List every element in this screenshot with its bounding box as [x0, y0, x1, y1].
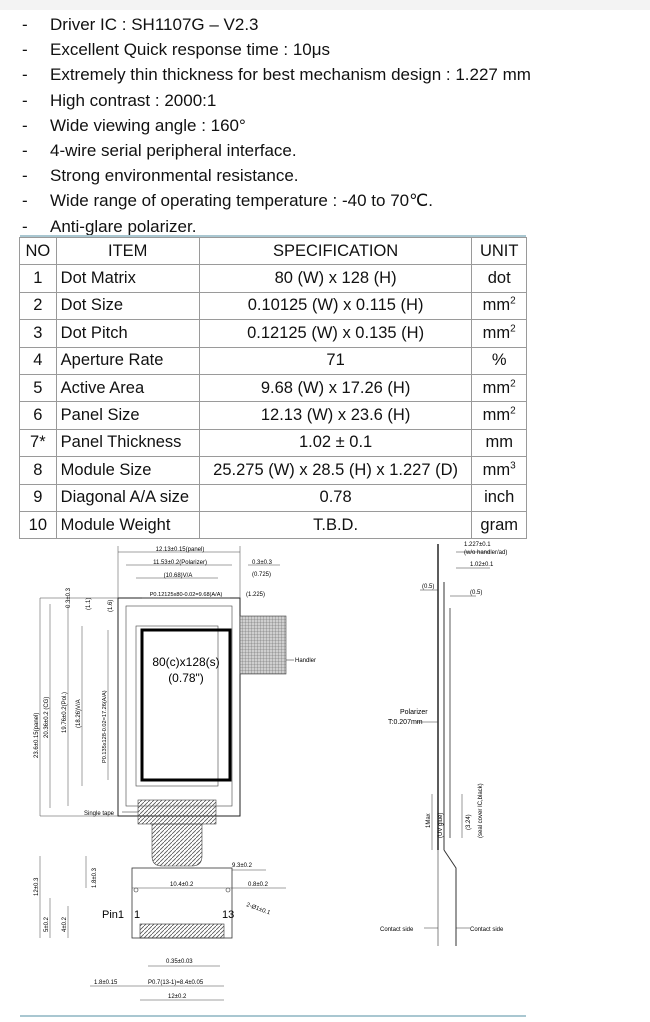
- feature-item: - Wide viewing angle : 160°: [22, 115, 246, 135]
- dim-va-height: (18.26)V/A: [76, 699, 82, 728]
- handler-pad: [240, 616, 286, 674]
- dim-panel-width: 12.13±0.15(panel): [155, 547, 205, 553]
- feature-item: - Anti-glare polarizer.: [22, 216, 197, 236]
- row-no: 3: [20, 320, 57, 347]
- aa-resolution-label: 80(c)x128(s): [152, 655, 220, 669]
- row-item: Diagonal A/A size: [56, 484, 199, 511]
- bottom-rule: [20, 1015, 526, 1017]
- dim-cg-height: 20.36±0.2 (CG): [44, 696, 50, 738]
- row-item: Dot Size: [56, 292, 199, 319]
- table-row: [20, 320, 527, 347]
- dim-aa-width: P0.12125x80-0.02=9.68(A/A): [149, 592, 223, 598]
- row-unit: $mm^2$: [472, 320, 527, 347]
- pin13-number: 13: [222, 909, 235, 921]
- dim-polarizer-width: 11.53±0.2(Polarizer): [153, 560, 207, 566]
- row-no: 10: [20, 511, 57, 538]
- contact-side-right: Contact side: [470, 927, 504, 933]
- row-spec: 0.12125 (W) x 0.135 (H): [199, 320, 472, 347]
- row-item: Panel Size: [56, 402, 199, 429]
- fpc-bend: [152, 824, 202, 866]
- top-strip: [0, 0, 650, 10]
- table-row: [20, 292, 527, 319]
- table-row: [20, 374, 527, 401]
- dim-08: 0.8±0.2: [248, 882, 268, 888]
- dim-va-width: (10.68)V/A: [163, 573, 193, 579]
- feature-text: Wide viewing angle : 160°: [50, 115, 246, 135]
- row-no: 8: [20, 457, 57, 484]
- row-no: 2: [20, 292, 57, 319]
- row-item: Panel Thickness: [56, 429, 199, 456]
- table-row: [20, 484, 527, 511]
- dim-18: 1.8±0.3: [92, 868, 98, 888]
- row-no: 1: [20, 265, 57, 292]
- dim-035: 0.35±0.03: [166, 959, 193, 965]
- single-tape-label: Single tape: [84, 811, 115, 817]
- dim-11: (1.1): [86, 597, 92, 610]
- row-spec: 25.275 (W) x 28.5 (H) x 1.227 (D): [199, 457, 472, 484]
- feature-item: - Wide range of operating temperature : -40 to 70℃.: [22, 191, 433, 211]
- dim-324: (3.24): [466, 814, 472, 830]
- feature-text: Wide range of operating temperature : -40 to 70℃.: [50, 191, 433, 211]
- table-row: [20, 402, 527, 429]
- seal-cover-note: (seal cover IC,black): [478, 783, 484, 838]
- polarizer-thickness: T:0.207mm: [388, 719, 423, 726]
- row-unit: mm: [472, 429, 527, 456]
- row-spec: 0.10125 (W) x 0.115 (H): [199, 292, 472, 319]
- header-no: NO: [20, 238, 57, 265]
- table-row: [20, 429, 527, 456]
- spec-table: [19, 237, 527, 539]
- row-spec: 9.68 (W) x 17.26 (H): [199, 374, 472, 401]
- feature-item: - Strong environmental resistance.: [22, 166, 299, 186]
- dim-pitch: P0.7(13-1)=8.4±0.05: [148, 980, 204, 986]
- feature-item: - Extremely thin thickness for best mechanism design : 1.227 mm: [22, 65, 531, 85]
- dim-185: 1.8±0.15: [94, 980, 118, 986]
- table-row: [20, 265, 527, 292]
- row-item: Dot Matrix: [56, 265, 199, 292]
- row-unit: %: [472, 347, 527, 374]
- dim-93: 9.3±0.2: [232, 863, 252, 869]
- table-row: [20, 511, 527, 538]
- active-area: [142, 630, 230, 780]
- feature-text: Extremely thin thickness for best mechanism design : 1.227 mm: [50, 65, 531, 85]
- single-tape: [138, 800, 216, 824]
- dim-pol-height: 19.76±0.2(Pol.): [62, 692, 68, 733]
- row-unit: $mm^2$: [472, 292, 527, 319]
- row-item: Module Weight: [56, 511, 199, 538]
- row-spec: 12.13 (W) x 23.6 (H): [199, 402, 472, 429]
- dim-1225: (1.225): [246, 592, 266, 598]
- row-no: 5: [20, 374, 57, 401]
- row-unit: $mm^3$: [472, 457, 527, 484]
- row-spec: 0.78: [199, 484, 472, 511]
- dim-4: 4±0.2: [62, 917, 68, 932]
- side-thickness: 1.227±0.1: [464, 542, 491, 548]
- row-item: Dot Pitch: [56, 320, 199, 347]
- row-item: Aperture Rate: [56, 347, 199, 374]
- row-unit: inch: [472, 484, 527, 511]
- aa-diagonal-label: (0.78"): [168, 671, 204, 685]
- feature-item: - 4-wire serial peripheral interface.: [22, 140, 297, 160]
- side-05-right: (0.5): [470, 590, 483, 596]
- dim-aa-height: P0.135x128-0.02=17.26(A/A): [102, 690, 108, 763]
- feature-text: Excellent Quick response time : 10μs: [50, 40, 331, 60]
- uv-max: 1Max: [426, 813, 432, 828]
- feature-item: - High contrast : 2000:1: [22, 90, 217, 110]
- row-unit: gram: [472, 511, 527, 538]
- row-no: 7*: [20, 429, 57, 456]
- handler-label: Handler: [295, 658, 317, 664]
- fpc-contacts: [140, 924, 224, 938]
- row-unit: dot: [472, 265, 527, 292]
- feature-text: 4-wire serial peripheral interface.: [50, 140, 297, 160]
- row-spec: 80 (W) x 128 (H): [199, 265, 472, 292]
- feature-item: - Driver IC : SH1107G – V2.3: [22, 15, 259, 34]
- dim-hole: 2-Ø1±0.1: [245, 902, 271, 917]
- row-spec: 71: [199, 347, 472, 374]
- dim-12: 12±0.3: [34, 877, 40, 896]
- row-item: Active Area: [56, 374, 199, 401]
- fpc-hole-left: [134, 888, 138, 892]
- row-spec: T.B.D.: [199, 511, 472, 538]
- dim-03: 0.3±0.3: [252, 560, 272, 566]
- dim-panel-height: 23.6±0.15(panel): [34, 712, 40, 758]
- dim-16: (1.6): [108, 599, 114, 612]
- dim-104: 10.4±0.2: [170, 882, 194, 888]
- feature-list: [22, 12, 642, 239]
- viewing-area-outline: [136, 626, 218, 786]
- feature-text: Strong environmental resistance.: [50, 166, 299, 186]
- pin1-number: 1: [134, 909, 141, 921]
- dim-5: 5±0.2: [44, 917, 50, 932]
- dim-03-vertical: 0.3±0.3: [66, 588, 72, 608]
- row-no: 4: [20, 347, 57, 374]
- dim-0725: (0.725): [252, 572, 272, 578]
- row-unit: $mm^2$: [472, 402, 527, 429]
- side-handler-note: (w/o handler/ad): [464, 550, 508, 556]
- feature-item: - Excellent Quick response time : 10μs: [22, 40, 331, 60]
- feature-text: Anti-glare polarizer.: [50, 216, 197, 236]
- polarizer-label: Polarizer: [400, 709, 428, 716]
- table-row: [20, 347, 527, 374]
- header-item: ITEM: [56, 238, 199, 265]
- side-05-left: (0.5): [422, 584, 435, 590]
- row-item: Module Size: [56, 457, 199, 484]
- row-no: 9: [20, 484, 57, 511]
- header-spec: SPECIFICATION: [199, 238, 472, 265]
- row-spec: 1.02 ± 0.1: [199, 429, 472, 456]
- contact-side-left: Contact side: [380, 927, 414, 933]
- side-102: 1.02±0.1: [470, 562, 494, 568]
- row-unit: $mm^2$: [472, 374, 527, 401]
- feature-text: Driver IC : SH1107G – V2.3: [50, 15, 259, 34]
- uv-glue: (UV glue): [438, 812, 444, 838]
- table-row: [20, 457, 527, 484]
- fpc-hole-right: [226, 888, 230, 892]
- table-header-row: [20, 238, 527, 265]
- mechanical-drawing: [20, 538, 540, 1014]
- dim-12b: 12±0.2: [168, 994, 187, 1000]
- pin1-label: Pin1: [102, 909, 125, 921]
- feature-text: High contrast : 2000:1: [50, 90, 217, 110]
- row-no: 6: [20, 402, 57, 429]
- header-unit: UNIT: [472, 238, 527, 265]
